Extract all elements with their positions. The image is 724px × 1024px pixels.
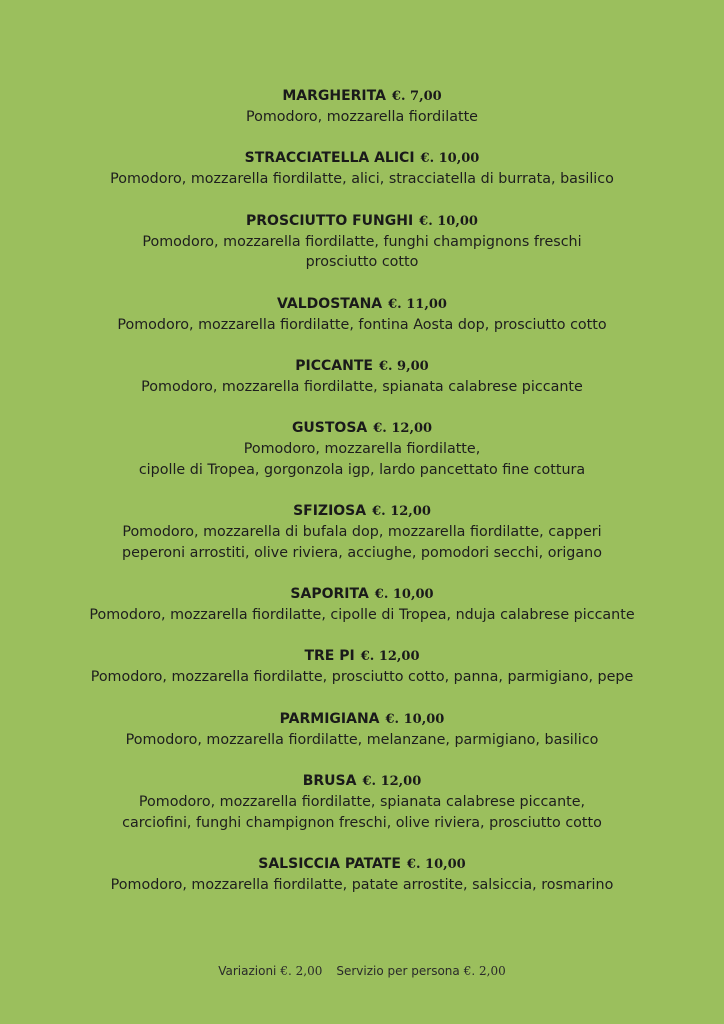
item-price: €. 10,00 xyxy=(419,213,478,229)
item-name: BRUSA xyxy=(302,773,357,790)
menu-item-parmigiana xyxy=(0,709,724,751)
menu-item-prosciutto-funghi xyxy=(0,211,724,273)
item-title xyxy=(0,854,724,875)
item-description: Pomodoro, mozzarella fiordilatte, funghi champignons freschi xyxy=(142,233,582,250)
item-price: €. 10,00 xyxy=(385,711,445,727)
item-title xyxy=(0,418,724,439)
item-title xyxy=(0,356,724,377)
item-description: Pomodoro, mozzarella fiordilatte, spianata calabrese piccante, xyxy=(138,794,586,811)
item-description-line-2: cipolle di Tropea, gorgonzola igp, lardo pancettato fine cottura xyxy=(138,461,586,478)
item-title xyxy=(0,86,724,107)
menu-item-salsiccia-patate xyxy=(0,854,724,896)
menu-item-gustosa xyxy=(0,418,724,480)
item-title xyxy=(0,771,724,792)
item-description: Pomodoro, mozzarella fiordilatte, spianata calabrese piccante xyxy=(141,378,583,395)
item-description-line-2: prosciutto cotto xyxy=(305,254,419,271)
menu-item-tre-pi xyxy=(0,646,724,688)
menu-item-valdostana xyxy=(0,294,724,336)
item-name: VALDOSTANA xyxy=(277,295,383,312)
pizza-menu xyxy=(0,86,724,916)
item-description: Pomodoro, mozzarella di bufala dop, mozzarella fiordilatte, capperi xyxy=(122,524,602,541)
item-description: Pomodoro, mozzarella fiordilatte, cipolle di Tropea, nduja calabrese piccante xyxy=(89,607,635,624)
variazioni-label: Variazioni xyxy=(218,964,277,978)
item-description-line-2: carciofini, funghi champignon freschi, olive riviera, prosciutto cotto xyxy=(122,814,602,831)
item-name: PICCANTE xyxy=(295,357,373,374)
item-description: Pomodoro, mozzarella fiordilatte, prosciutto cotto, panna, parmigiano, pepe xyxy=(90,669,634,686)
item-title xyxy=(0,211,724,232)
item-title xyxy=(0,646,724,667)
item-description-line-2: peperoni arrostiti, olive riviera, acciughe, pomodori secchi, origano xyxy=(122,544,602,561)
item-title xyxy=(0,294,724,315)
menu-item-saporita xyxy=(0,584,724,626)
item-price: €. 12,00 xyxy=(362,774,422,790)
item-description: Pomodoro, mozzarella fiordilatte, alici, stracciatella di burrata, basilico xyxy=(110,171,614,188)
item-price: €. 9,00 xyxy=(378,358,429,374)
item-name: PARMIGIANA xyxy=(279,710,380,727)
menu-item-piccante xyxy=(0,356,724,398)
item-name: SFIZIOSA xyxy=(293,503,367,520)
item-title xyxy=(0,584,724,605)
item-name: SAPORITA xyxy=(290,586,369,603)
item-name: TRE PI xyxy=(304,648,355,665)
menu-item-sfiziosa xyxy=(0,501,724,563)
servizio-price: €. 2,00 xyxy=(463,964,506,978)
item-description: Pomodoro, mozzarella fiordilatte xyxy=(246,109,478,125)
item-description: Pomodoro, mozzarella fiordilatte, xyxy=(243,441,481,458)
item-name: GUSTOSA xyxy=(291,420,368,437)
item-price: €. 10,00 xyxy=(374,587,434,603)
item-name: PROSCIUTTO FUNGHI xyxy=(246,212,414,229)
item-price: €. 12,00 xyxy=(373,421,433,437)
variazioni-price: €. 2,00 xyxy=(280,964,323,978)
item-description: Pomodoro, mozzarella fiordilatte, fontina Aosta dop, prosciutto cotto xyxy=(117,316,607,333)
menu-item-margherita xyxy=(0,86,724,128)
item-name: SALSICCIA PATATE xyxy=(258,856,401,873)
menu-item-stracciatella-alici xyxy=(0,148,724,190)
item-price: €. 10,00 xyxy=(420,151,480,167)
item-title xyxy=(0,709,724,730)
item-price: €. 11,00 xyxy=(388,296,447,312)
item-name: STRACCIATELLA ALICI xyxy=(244,150,415,167)
item-title xyxy=(0,501,724,522)
item-name: MARGHERITA xyxy=(282,88,386,104)
item-description: Pomodoro, mozzarella fiordilatte, melanzane, parmigiano, basilico xyxy=(125,731,599,748)
servizio-label: Servizio per persona xyxy=(336,964,460,978)
item-price: €. 7,00 xyxy=(391,89,442,104)
item-price: €. 12,00 xyxy=(372,504,431,520)
item-description: Pomodoro, mozzarella fiordilatte, patate arrostite, salsiccia, rosmarino xyxy=(110,877,614,894)
item-title xyxy=(0,148,724,169)
item-price: €. 10,00 xyxy=(406,857,466,873)
menu-item-brusa xyxy=(0,771,724,833)
item-price: €. 12,00 xyxy=(360,649,420,665)
menu-footer xyxy=(0,962,724,980)
